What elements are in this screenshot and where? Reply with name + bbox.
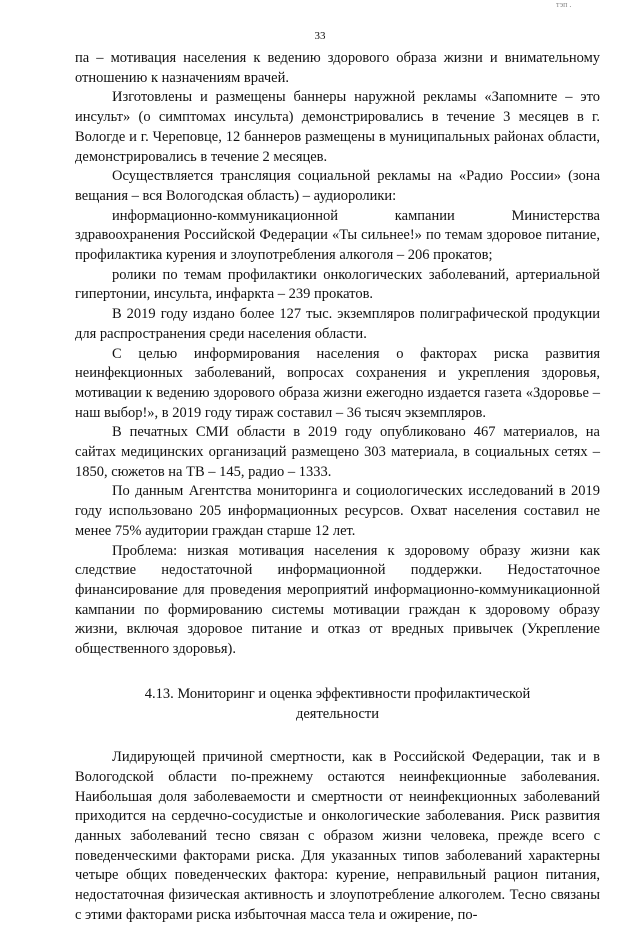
document-body — [75, 49, 600, 926]
paragraph-printed-products: В 2019 году издано более 127 тыс. экземпляров полиграфической продукции для распространения среди населения области. — [75, 306, 600, 342]
paragraph-banners: Изготовлены и размещены баннеры наружной рекламы «Запомните – это инсульт» (о симптомах инсульта) демонстрировались в течение 3 месяцев в г. Вологде и г. Череповце, 12 баннеров размещены в муниципальных районах области, демонстрировались в течение 2 месяцев. — [75, 89, 600, 165]
paragraph-radio: Осуществляется трансляция социальной рекламы на «Радио России» (зона вещания – вся Вологодская область) – аудиоролики: — [75, 168, 600, 204]
page-number: 33 — [314, 30, 326, 42]
paragraph-continuation: па – мотивация населения к ведению здорового образа жизни и внимательному отношению к назначениям врачей. — [75, 50, 600, 86]
corner-mark: тэп . — [556, 0, 572, 9]
paragraph-agency: По данным Агентства мониторинга и социологических исследований в 2019 году использовано 205 информационных ресурсов. Охват населения составил не менее 75% аудитории граждан старше 12 лет. — [75, 483, 600, 539]
section-heading-line-1: 4.13. Мониторинг и оценка эффективности профилактической — [144, 685, 531, 702]
paragraph-section-intro: Лидирующей причиной смертности, как в Российской Федерации, так и в Вологодской области по-прежнему остаются неинфекционные заболевания. Наибольшая доля заболеваемости и смертности от неинфекционных заболеваний приходится на сердечно-сосудистые и онкологические заболевания. Риск развития данных заболеваний тесно связан с образом жизни человека, прежде всего с поведенческими факторами риска. Для указанных типов заболеваний характерны четыре общих поведенческих фактора: курение, неправильный рацион питания, недостаточная физическая активность и злоупотребление алкоголем. Тесно связаны с этими факторами риска избыточная масса тела и ожирение, по- — [75, 749, 600, 923]
paragraph-problem: Проблема: низкая мотивация населения к здоровому образу жизни как следствие недостаточной информационной поддержки. Недостаточное финансирование для проведения мероприятий информационно-коммуникационной кампании по формированию системы мотивации граждан к здоровому образу жизни, включая здоровое питание и отказ от вредных привычек (Укрепление общественного здоровья). — [75, 542, 600, 658]
section-heading — [75, 685, 600, 724]
section-heading-line-2: деятельности — [295, 705, 379, 722]
paragraph-campaign: информационно-коммуникационной кампании Министерства здравоохранения Российской Федерации «Ты сильнее!» по темам здоровое питание, профилактика курения и злоупотребления алкоголя – 206 прокатов; — [75, 207, 600, 264]
paragraph-media: В печатных СМИ области в 2019 году опубликовано 467 материалов, на сайтах медицинских организаций размещено 303 материала, в социальных сетях – 1850, сюжетов на ТВ – 145, радио – 1333. — [75, 424, 600, 480]
paragraph-clips: ролики по темам профилактики онкологических заболеваний, артериальной гипертонии, инсульта, инфаркта – 239 прокатов. — [75, 266, 600, 303]
paragraph-newspaper: С целью информирования населения о факторах риска развития неинфекционных заболеваний, вопросах сохранения и укрепления здоровья, мотивации к ведению здорового образа жизни ежегодно издается газета «Здоровье – наш выбор!», в 2019 году тираж составил – 36 тысяч экземпляров. — [75, 345, 600, 421]
